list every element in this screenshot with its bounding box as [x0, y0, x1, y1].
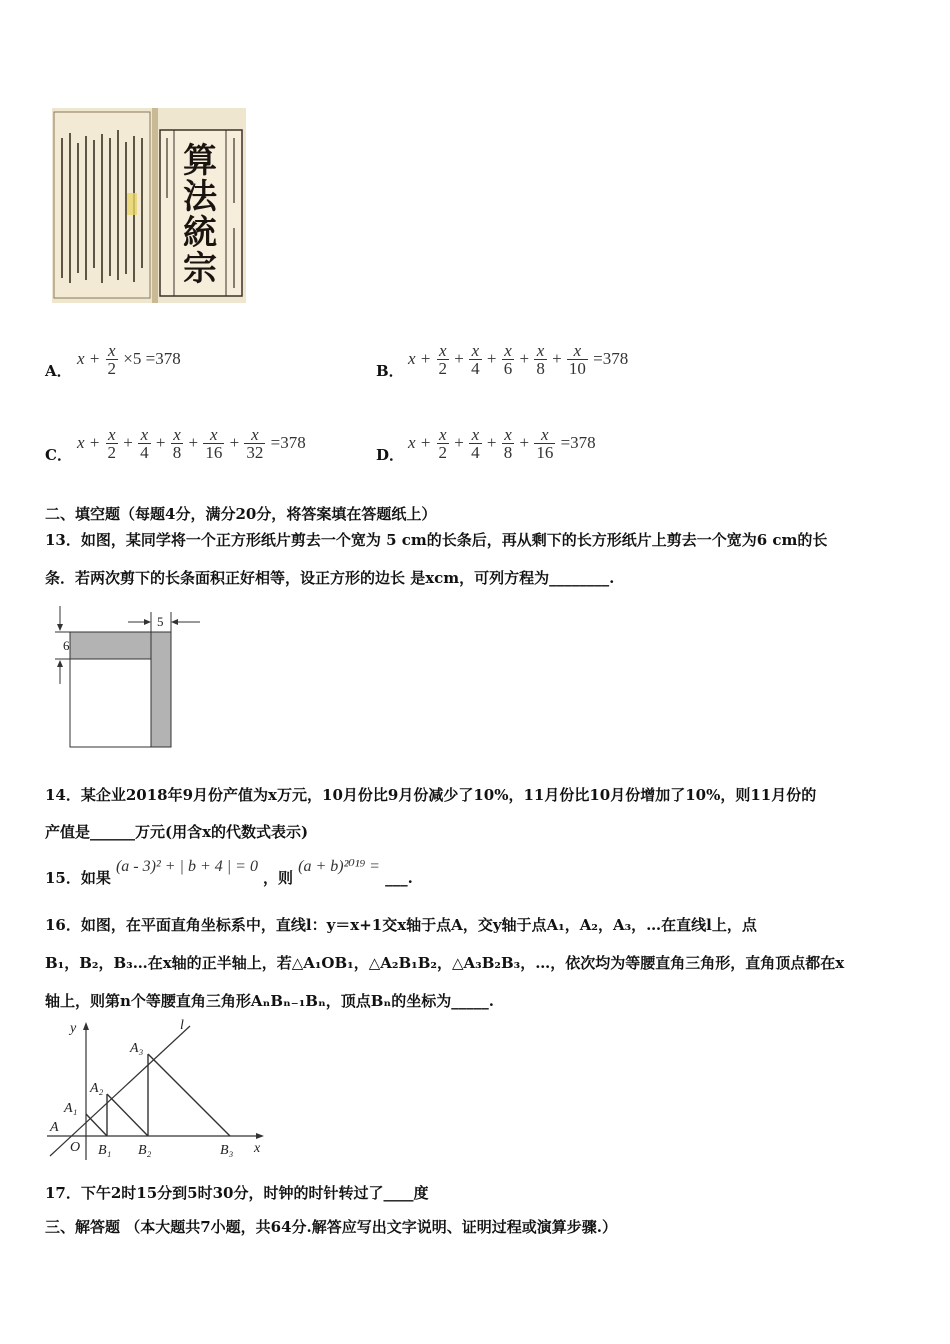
fraction: $\frac{x}{4}$ [471, 425, 480, 462]
fraction: $\frac{x}{16}$ [536, 425, 554, 462]
section-3-heading: 三、解答题 （本大题共7小题，共64分.解答应写出文字说明、证明过程或演算步骤.） [45, 1218, 617, 1236]
option-a[interactable] [45, 342, 365, 386]
label-A: A [50, 1120, 59, 1135]
option-a-expression: x + $\frac{x}{2}$ ×5 =378 [77, 341, 181, 378]
q15 [45, 855, 413, 887]
label-5: 5 [157, 614, 164, 629]
book-image [52, 108, 246, 303]
q15-prefix: 15．如果 [45, 869, 111, 887]
book-title-char-2: 法 [183, 177, 217, 217]
option-c-expression: x + $\frac{x}{2}$ + $\frac{x}{4}$ + $\frac{x}{8}$ + $\frac{x}{16}$ + $\frac{x}{32}$ =378 [77, 425, 306, 462]
label-x: x [254, 1141, 261, 1156]
option-b-expression: x + $\frac{x}{2}$ + $\frac{x}{4}$ + $\frac{x}{6}$ + $\frac{x}{8}$ + $\frac{x}{10}$ =378 [408, 341, 629, 378]
option-d-expression: x + $\frac{x}{2}$ + $\frac{x}{4}$ + $\frac{x}{8}$ + $\frac{x}{16}$ =378 [408, 425, 596, 462]
q16-line-2: B₁，B₂，B₃…在x轴的正半轴上，若△A₁OB₁，△A₂B₁B₂，△A₃B₂B₃，…，依次均为等腰直角三角形，直角顶点都在x [45, 954, 845, 972]
label-l: l [180, 1018, 184, 1033]
q13-figure [50, 604, 210, 752]
label-A1: A₁ [64, 1101, 78, 1116]
q15-middle: ，则 [263, 869, 294, 887]
fraction: $\frac{x}{6}$ [503, 341, 513, 378]
book-title-char-1: 算 [183, 141, 217, 181]
q13-line-1: 13．如图，某同学将一个正方形纸片剪去一个宽为 5 cm的长条后，再从剩下的长方形纸片上剪去一个宽为6 cm的长 [45, 531, 828, 549]
book-title-char-3: 統 [183, 213, 217, 253]
q16-figure [42, 1014, 272, 1164]
option-d[interactable] [376, 426, 676, 470]
q13-line-2: 条．若两次剪下的长条面积正好相等，设正方形的边长 是xcm，可列方程为________. [45, 569, 615, 587]
option-b[interactable] [376, 342, 706, 386]
fraction: $\frac{x}{32}$ [246, 425, 264, 462]
strip-right [151, 632, 171, 747]
option-c[interactable] [45, 426, 365, 470]
option-d-letter: D． [376, 446, 405, 464]
option-b-letter: B． [376, 362, 404, 380]
q15-expression-1: (a - 3)² + | b + 4 | = 0 [115, 858, 258, 875]
fraction: $\frac{x}{4}$ [471, 341, 480, 378]
fraction: $\frac{x}{8}$ [503, 425, 513, 462]
q14-line-2: 产值是______万元(用含x的代数式表示) [45, 823, 309, 841]
label-A3: A₃ [130, 1041, 144, 1056]
strip-top [70, 632, 151, 659]
label-6: 6 [63, 638, 70, 653]
section-2-heading: 二、填空题（每题4分，满分20分，将答案填在答题纸上） [45, 505, 437, 523]
label-A2: A₂ [90, 1081, 104, 1096]
label-B1: B₁ [98, 1143, 112, 1158]
fraction: $\frac{x}{2}$ [107, 425, 117, 462]
book-title-char-4: 宗 [183, 249, 217, 289]
q16-line-1: 16．如图，在平面直角坐标系中，直线l：y＝x+1交x轴于点A，交y轴于点A₁，A₂，A₃，…在直线l上，点 [45, 916, 757, 934]
fraction: $\frac{x}{8}$ [172, 425, 182, 462]
fraction: $\frac{x}{16}$ [205, 425, 223, 462]
q16-line-3: 轴上，则第n个等腰直角三角形AₙBₙ₋₁Bₙ，顶点Bₙ的坐标为_____. [45, 992, 494, 1010]
label-O: O [70, 1140, 81, 1155]
label-B2: B₂ [138, 1143, 152, 1158]
fraction: $\frac{x}{8}$ [536, 341, 545, 378]
option-c-letter: C． [45, 446, 72, 464]
fraction: $\frac{x}{2}$ [438, 341, 448, 378]
fraction: $\frac{x}{2}$ [107, 341, 117, 378]
fraction: $\frac{x}{4}$ [140, 425, 149, 462]
option-a-letter: A． [45, 362, 72, 380]
fraction: $\frac{x}{2}$ [438, 425, 448, 462]
q17: 17．下午2时15分到5时30分，时钟的时针转过了____度 [45, 1184, 429, 1202]
fraction: $\frac{x}{10}$ [568, 341, 586, 378]
q14-line-1: 14．某企业2018年9月份产值为x万元，10月份比9月份减少了10%，11月份比10月份增加了10%，则11月份的 [45, 786, 817, 804]
label-y: y [70, 1021, 77, 1036]
q15-answer-blank: ___. [385, 869, 413, 887]
q15-expression-2: (a + b)²⁰¹⁹ = [298, 858, 380, 875]
label-B3: B₃ [220, 1143, 234, 1158]
